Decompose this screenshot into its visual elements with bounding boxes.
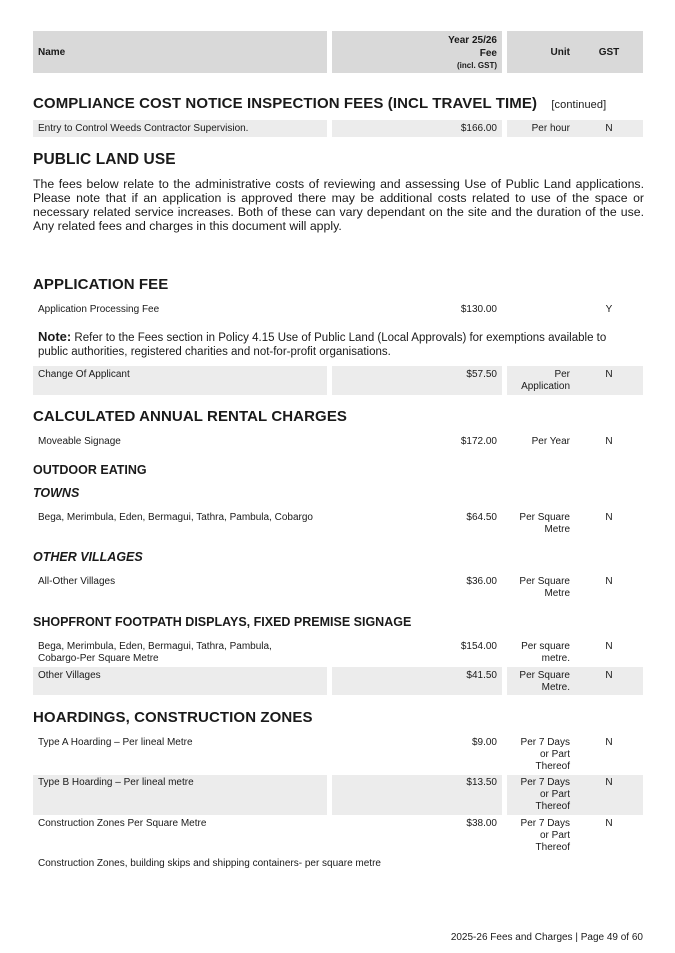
row-unit: Metre. bbox=[541, 682, 570, 693]
page-footer: 2025-26 Fees and Charges | Page 49 of 60 bbox=[450, 932, 643, 943]
row-fee: $57.50 bbox=[466, 369, 497, 380]
row-gst: N bbox=[605, 818, 613, 829]
row-unit: or Part bbox=[539, 830, 570, 841]
header-year: Year 25/26 bbox=[448, 35, 497, 46]
header-name-cell bbox=[33, 31, 327, 73]
row-fee: $36.00 bbox=[466, 576, 497, 587]
row-name: Entry to Control Weeds Contractor Supervision. bbox=[38, 123, 249, 134]
row-unit: Thereof bbox=[535, 801, 570, 812]
row-fee: $41.50 bbox=[466, 670, 497, 681]
note-label: Note: bbox=[38, 329, 72, 344]
row-name: All-Other Villages bbox=[38, 576, 116, 587]
row-name: Type B Hoarding – Per lineal metre bbox=[38, 777, 194, 788]
outdoor-eating-heading: OUTDOOR EATING bbox=[33, 463, 147, 477]
row-unit: Per 7 Days bbox=[520, 777, 570, 788]
row-gst: N bbox=[605, 777, 613, 788]
row-name: Bega, Merimbula, Eden, Bermagui, Tathra, Pambula, bbox=[38, 641, 272, 652]
row-unit: Per bbox=[554, 369, 570, 380]
row-unit: Per Year bbox=[531, 436, 570, 447]
row-unit: Per Square bbox=[519, 670, 570, 681]
row-fee: $9.00 bbox=[471, 737, 497, 748]
shopfront-heading: SHOPFRONT FOOTPATH DISPLAYS, FIXED PREMISE SIGNAGE bbox=[33, 615, 412, 629]
row-unit: Metre bbox=[544, 588, 570, 599]
row-unit: Per Square bbox=[519, 512, 570, 523]
row-name: Cobargo-Per Square Metre bbox=[38, 653, 159, 664]
header-gst: GST bbox=[598, 47, 620, 58]
row-fee: $154.00 bbox=[460, 641, 497, 652]
row-name: Moveable Signage bbox=[38, 436, 121, 447]
public-land-heading: PUBLIC LAND USE bbox=[33, 151, 176, 168]
row-fee: $38.00 bbox=[466, 818, 497, 829]
row-unit: or Part bbox=[539, 789, 570, 800]
row-name: Construction Zones Per Square Metre bbox=[38, 818, 207, 829]
row-unit: Thereof bbox=[535, 842, 570, 853]
header-unit: Unit bbox=[550, 47, 570, 58]
row-unit: metre. bbox=[541, 653, 570, 664]
row-gst: N bbox=[605, 436, 613, 447]
row-name: Type A Hoarding – Per lineal Metre bbox=[38, 737, 193, 748]
row-unit: Per hour bbox=[531, 123, 570, 134]
note-block bbox=[38, 330, 638, 359]
rental-heading: CALCULATED ANNUAL RENTAL CHARGES bbox=[33, 408, 348, 425]
row-fee: $130.00 bbox=[460, 304, 497, 315]
row-gst: N bbox=[605, 123, 613, 134]
row-gst: N bbox=[605, 576, 613, 587]
towns-heading: TOWNS bbox=[33, 486, 80, 500]
row-name: Bega, Merimbula, Eden, Bermagui, Tathra, Pambula, Cobargo bbox=[38, 512, 313, 523]
row-unit: Thereof bbox=[535, 761, 570, 772]
row-gst: N bbox=[605, 737, 613, 748]
row-fee: $64.50 bbox=[466, 512, 497, 523]
construction-zones-item: Construction Zones, building skips and shipping containers- per square metre bbox=[38, 858, 381, 869]
note-text: Refer to the Fees section in Policy 4.15 Use of Public Land (Local Approvals) for exemptions available to public authorities, registered charities and not-for-profit organisations. bbox=[38, 332, 607, 358]
row-fee: $166.00 bbox=[460, 123, 497, 134]
row-name: Other Villages bbox=[38, 670, 101, 681]
row-unit: or Part bbox=[539, 749, 570, 760]
public-land-paragraph: The fees below relate to the administrative costs of reviewing and assessing Use of Public Land applications. Please note that if an application is approved there may be additional costs related to use of the space or necessary related service increases. Both of these can vary dependant on the site and the duration of the use. Any related fees and charges in this document will apply. bbox=[33, 177, 644, 233]
row-gst: N bbox=[605, 512, 613, 523]
row-unit: Per square bbox=[521, 641, 570, 652]
row-unit: Application bbox=[521, 381, 570, 392]
continued-label: [continued] bbox=[551, 99, 607, 111]
row-gst: N bbox=[605, 369, 613, 380]
row-fee: $13.50 bbox=[466, 777, 497, 788]
application-fee-heading: APPLICATION FEE bbox=[33, 276, 169, 293]
hoardings-heading: HOARDINGS, CONSTRUCTION ZONES bbox=[33, 709, 313, 726]
header-incl-gst: (incl. GST) bbox=[457, 61, 497, 70]
row-fee: $172.00 bbox=[460, 436, 497, 447]
row-gst: N bbox=[605, 670, 613, 681]
row-gst: N bbox=[605, 641, 613, 652]
row-unit: Metre bbox=[544, 524, 570, 535]
row-unit: Per 7 Days bbox=[520, 737, 570, 748]
row-name: Change Of Applicant bbox=[38, 369, 130, 380]
row-name: Application Processing Fee bbox=[38, 304, 160, 315]
compliance-heading: COMPLIANCE COST NOTICE INSPECTION FEES (INCL TRAVEL TIME) [continued] bbox=[33, 95, 607, 112]
header-name: Name bbox=[38, 47, 66, 58]
row-unit: Per 7 Days bbox=[520, 818, 570, 829]
row-unit: Per Square bbox=[519, 576, 570, 587]
header-fee: Fee bbox=[479, 48, 497, 59]
other-villages-heading: OTHER VILLAGES bbox=[33, 550, 143, 564]
row-gst: Y bbox=[605, 304, 613, 315]
